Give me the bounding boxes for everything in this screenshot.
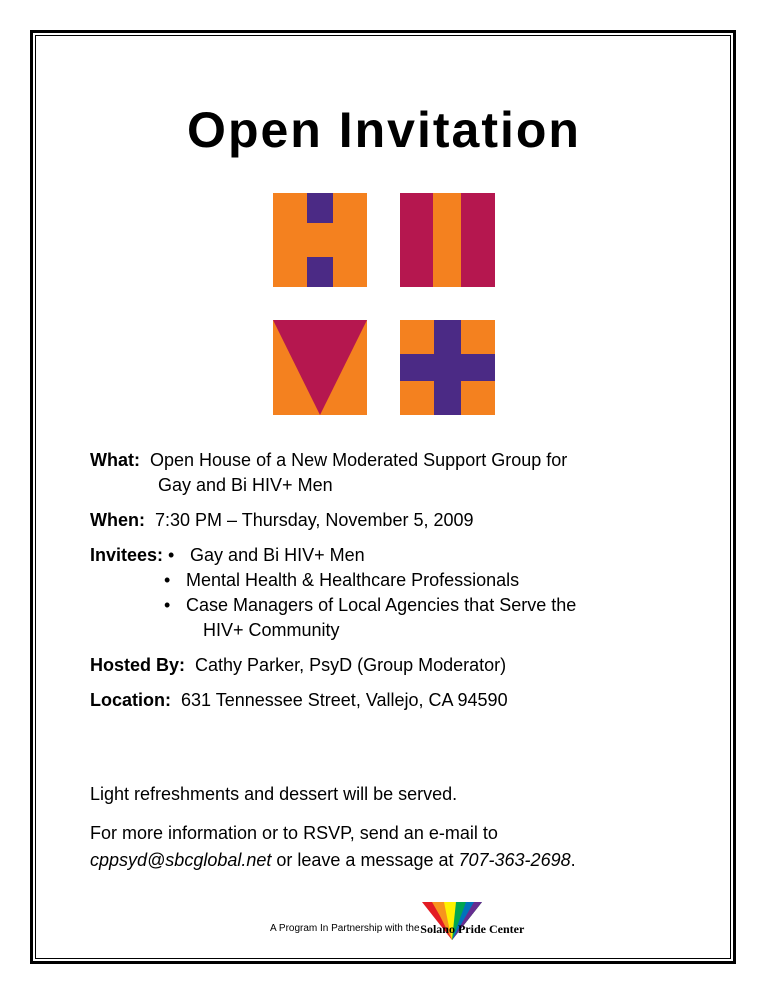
bullet-icon: • bbox=[164, 570, 171, 590]
pride-center-name: Solano Pride Center bbox=[420, 922, 525, 936]
hiv-plus-logo-icon bbox=[273, 193, 495, 415]
hosted-section bbox=[90, 653, 710, 678]
footer bbox=[270, 918, 524, 940]
invitee-item: Mental Health & Healthcare Professionals bbox=[186, 570, 520, 590]
email-link[interactable]: cppsyd@sbcglobal.net bbox=[90, 850, 272, 870]
location-section bbox=[90, 688, 710, 713]
hosted-label: Hosted By: bbox=[90, 655, 186, 675]
when-section bbox=[90, 508, 710, 533]
what-section bbox=[90, 448, 710, 498]
footer-text: A Program In Partnership with the bbox=[270, 923, 423, 934]
contact-middle: or leave a message at bbox=[271, 850, 459, 870]
what-label: What: bbox=[90, 450, 140, 470]
bullet-icon: • bbox=[168, 545, 175, 565]
phone-number: 707-363-2698 bbox=[458, 850, 571, 870]
bullet-icon: • bbox=[164, 595, 171, 615]
location-value: 631 Tennessee Street, Vallejo, CA 94590 bbox=[181, 690, 508, 710]
when-label: When: bbox=[90, 510, 145, 530]
contact-info: For more information or to RSVP, send an e-mail to cppsyd@sbcglobal.net or leave a message at 707-363-2698. bbox=[90, 820, 710, 874]
invitee-item-continued: HIV+ Community bbox=[203, 620, 340, 640]
hosted-value: Cathy Parker, PsyD (Group Moderator) bbox=[195, 655, 507, 675]
what-value: Open House of a New Moderated Support Group for bbox=[150, 450, 568, 470]
page-title: Open Invitation bbox=[187, 102, 581, 158]
when-value: 7:30 PM – Thursday, November 5, 2009 bbox=[155, 510, 474, 530]
invitee-item: Case Managers of Local Agencies that Serve the bbox=[186, 595, 577, 615]
invitees-section bbox=[90, 543, 710, 643]
invitees-label: Invitees: bbox=[90, 545, 164, 565]
contact-line1: For more information or to RSVP, send an e-mail to bbox=[90, 823, 498, 843]
refreshments-note: Light refreshments and dessert will be served. bbox=[90, 784, 458, 804]
event-details bbox=[90, 448, 710, 723]
location-label: Location: bbox=[90, 690, 171, 710]
what-value-line2: Gay and Bi HIV+ Men bbox=[158, 475, 333, 495]
invitee-item: Gay and Bi HIV+ Men bbox=[190, 545, 365, 565]
